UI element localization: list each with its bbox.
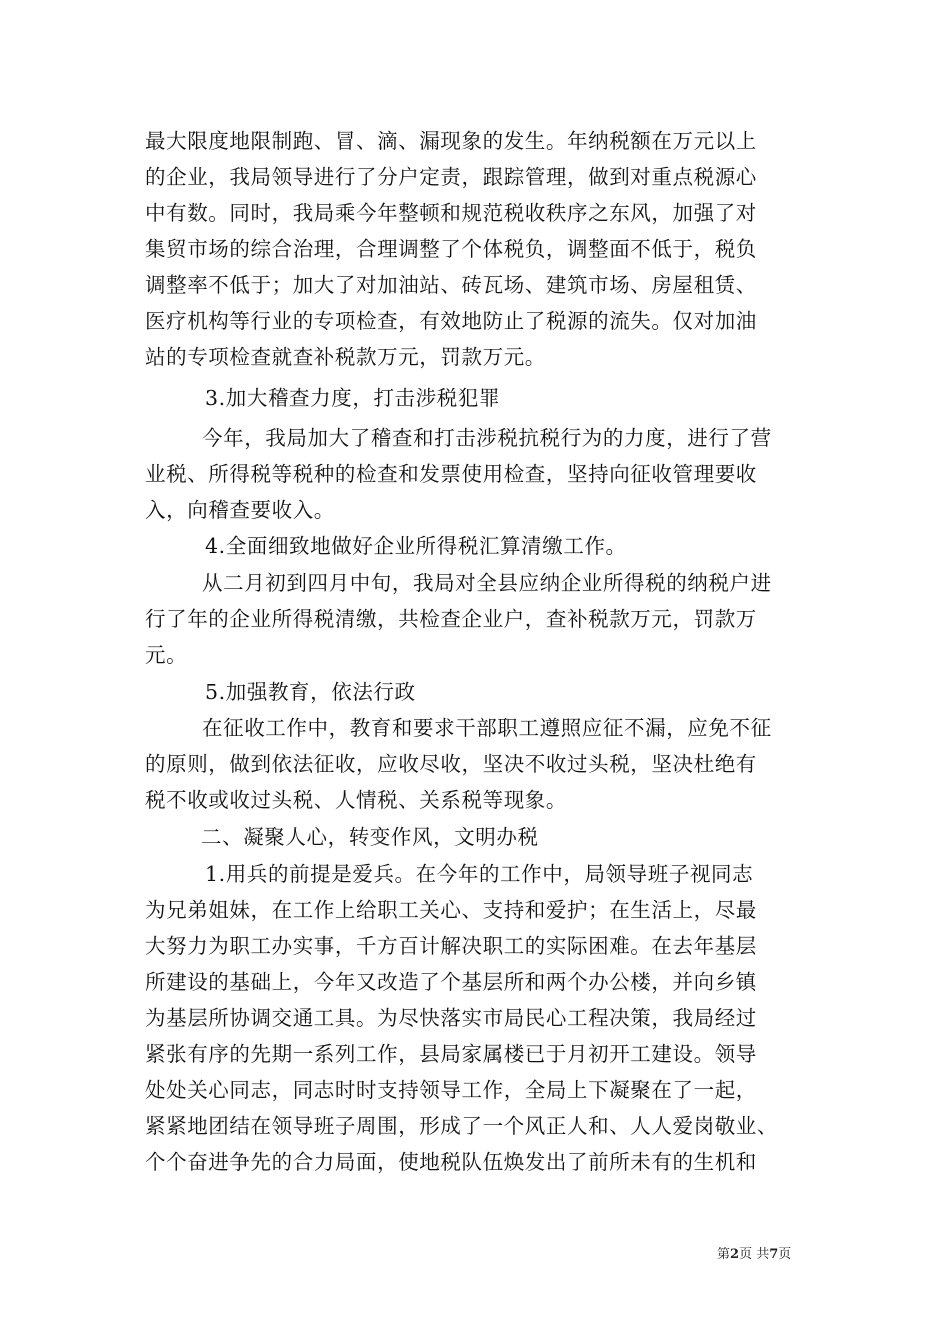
chapter-heading: 二、凝聚人心，转变作风，文明办税	[201, 825, 539, 849]
body-line: 在征收工作中，教育和要求干部职工遵照应征不漏，应免不征	[202, 716, 772, 740]
body-line: 1.用兵的前提是爱兵。在今年的工作中，局领导班子视同志	[205, 862, 754, 886]
body-line: 元。	[145, 643, 188, 667]
body-line: 个个奋进争先的合力局面，使地税队伍焕发出了前所未有的生机和	[145, 1150, 757, 1174]
section-heading: 4.全面细致地做好企业所得税汇算清缴工作。	[205, 534, 627, 558]
body-line: 入，向稽查要收入。	[145, 498, 335, 522]
body-line: 的原则，做到依法征收，应收尽收，坚决不收过头税，坚决杜绝有	[145, 752, 757, 776]
body-line: 紧张有序的先期一系列工作，县局家属楼已于月初开工建设。领导	[145, 1042, 757, 1066]
body-line: 为兄弟姐妹，在工作上给职工关心、支持和爱护；在生活上，尽最	[145, 898, 757, 922]
footer-middle: 页 共	[739, 1247, 770, 1262]
body-line: 处处关心同志，同志时时支持领导工作，全局上下凝聚在了一起，	[145, 1078, 757, 1102]
body-line: 医疗机构等行业的专项检查，有效地防止了税源的流失。仅对加油	[145, 309, 757, 333]
current-page-number: 2	[730, 1247, 740, 1262]
body-line: 大努力为职工办实事，千方百计解决职工的实际困难。在去年基层	[145, 934, 757, 958]
page-footer	[717, 1246, 791, 1264]
footer-prefix: 第	[717, 1247, 731, 1262]
body-line: 业税、所得税等税种的检查和发票使用检查，坚持向征收管理要收	[145, 462, 757, 486]
body-line: 税不收或收过头税、人情税、关系税等现象。	[145, 788, 567, 812]
section-heading: 5.加强教育，依法行政	[205, 680, 416, 704]
body-line: 紧紧地团结在领导班子周围，形成了一个风正人和、人人爱岗敬业、	[145, 1114, 778, 1138]
body-line: 从二月初到四月中旬，我局对全县应纳企业所得税的纳税户进	[202, 571, 772, 595]
body-line: 调整率不低于；加大了对加油站、砖瓦场、建筑市场、房屋租赁、	[145, 273, 757, 297]
body-line: 行了年的企业所得税清缴，共检查企业户，查补税款万元，罚款万	[145, 607, 757, 631]
body-line: 中有数。同时，我局乘今年整顿和规范税收秩序之东风，加强了对	[145, 201, 757, 225]
section-heading: 3.加大稽查力度，打击涉税犯罪	[205, 386, 501, 410]
body-line: 的企业，我局领导进行了分户定责，跟踪管理，做到对重点税源心	[145, 165, 757, 189]
body-line: 所建设的基础上，今年又改造了个基层所和两个办公楼，并向乡镇	[145, 970, 757, 994]
body-line: 为基层所协调交通工具。为尽快落实市局民心工程决策，我局经过	[145, 1006, 757, 1030]
footer-suffix: 页	[778, 1247, 792, 1262]
total-page-number: 7	[769, 1247, 779, 1262]
body-line: 今年，我局加大了稽查和打击涉税抗税行为的力度，进行了营	[202, 426, 772, 450]
body-line: 站的专项检查就查补税款万元，罚款万元。	[145, 345, 546, 369]
body-line: 集贸市场的综合治理，合理调整了个体税负，调整面不低于，税负	[145, 237, 757, 261]
body-line: 最大限度地限制跑、冒、滴、漏现象的发生。年纳税额在万元以上	[145, 129, 757, 153]
